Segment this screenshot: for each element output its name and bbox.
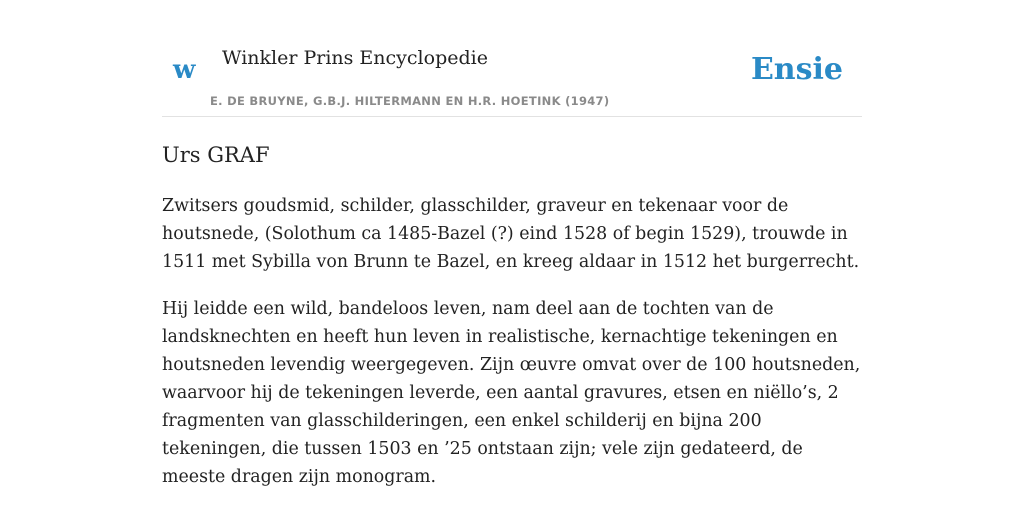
article-paragraph: Hij leidde een wild, bandeloos leven, nam deel aan de tochten van de landsknechten en heeft hun leven in realistische, kernachtige tekeningen en houtsneden levendig weergegeven. Zijn œuvre omvat over de 100 houtsneden, waarvoor hij de tekeningen leverde, een aantal gravures, etsen en niëllo’s, 2 fragmenten van glasschilderingen, een enkel schilderij en bijna 200 tekeningen, die tussen 1503 en ’25 ontstaan zijn; vele zijn gedateerd, de meeste dragen zijn monogram. [162,299,861,487]
ensie-brand-logo[interactable]: Ensie [750,52,843,87]
winkler-prins-logo[interactable]: w [173,55,196,85]
site-title[interactable]: Winkler Prins Encyclopedie [222,47,488,69]
article-paragraph: Zwitsers goudsmid, schilder, glasschilder, graveur en tekenaar voor de houtsnede, (Solothum ca 1485-Bazel (?) eind 1528 of begin 1529), trouwde in 1511 met Sybilla von Brunn te Bazel, en kreeg aldaar in 1512 het burgerrecht. [162,196,860,272]
article-body [162,192,862,510]
authors-line: E. DE BRUYNE, G.B.J. HILTERMANN EN H.R. HOETINK (1947) [210,94,610,108]
article-title: Urs GRAF [162,143,270,167]
page-header [162,0,862,117]
